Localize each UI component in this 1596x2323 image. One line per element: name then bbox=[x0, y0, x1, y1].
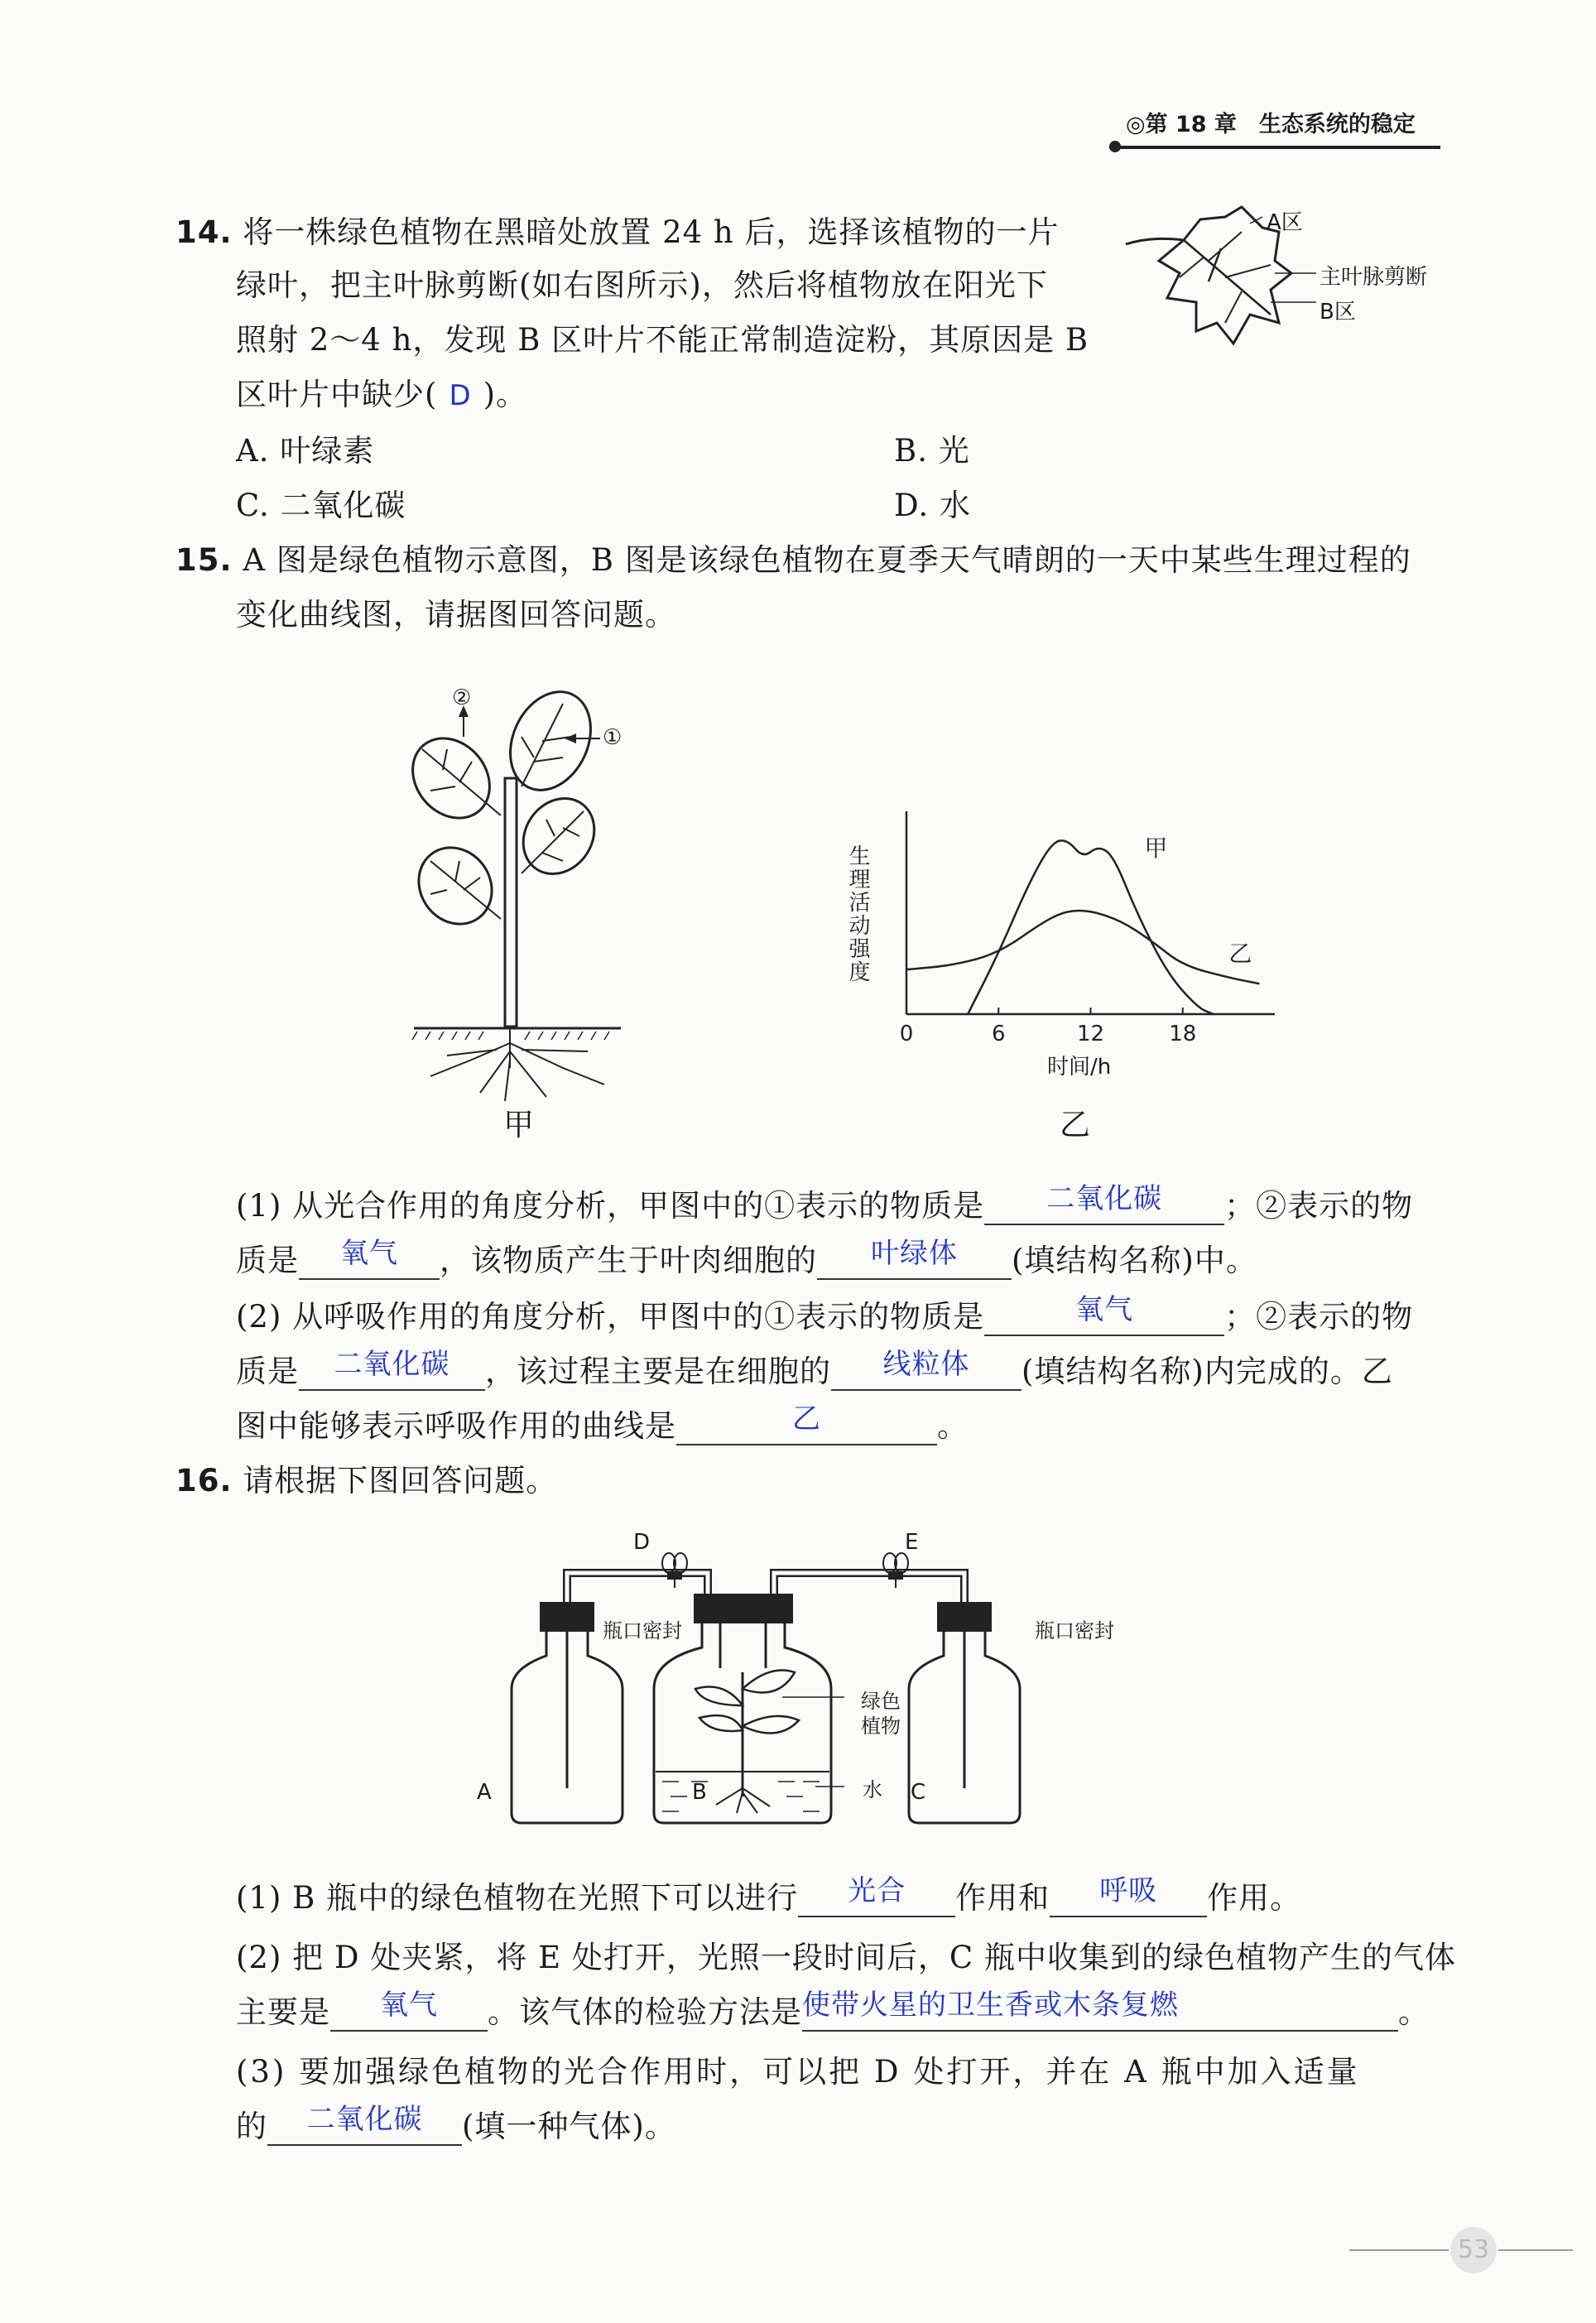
header-rule bbox=[1109, 146, 1440, 149]
chart-tick-label: 0 bbox=[899, 1022, 914, 1046]
chart-tick-label: 18 bbox=[1169, 1022, 1197, 1046]
q16-part3-line2: 的 二氧化碳 (填一种气体)。 bbox=[236, 2103, 676, 2144]
q16-answer-5: 二氧化碳 bbox=[306, 2103, 423, 2136]
chart-series bbox=[906, 834, 1259, 1014]
leaf-label-b: B区 bbox=[1320, 300, 1356, 325]
q16-number: 16. bbox=[175, 1463, 233, 1498]
plant-figure-label: 甲 bbox=[503, 1107, 535, 1142]
chart-series-2-line bbox=[906, 911, 1259, 984]
activity-chart bbox=[828, 778, 1324, 1076]
chart-figure-label: 乙 bbox=[1060, 1107, 1091, 1142]
chart-x-label: 时间/h bbox=[1047, 1055, 1112, 1080]
bottle-c-label: C bbox=[911, 1780, 926, 1805]
chart-tick-label: 6 bbox=[991, 1022, 1006, 1046]
chart-tick-label: 12 bbox=[1076, 1022, 1105, 1046]
q15-line1: 15. A 图是绿色植物示意图，B 图是该绿色植物在夏季天气晴朗的一天中某些生理过程的 bbox=[175, 542, 1411, 578]
q15-answer-6: 线粒体 bbox=[882, 1348, 970, 1381]
chart-y-label: 生理活动强度 bbox=[845, 844, 870, 984]
bottle-a-label: A bbox=[477, 1780, 492, 1805]
chart-series-1-label: 甲 bbox=[1144, 834, 1168, 862]
q15-answer-2: 氧气 bbox=[340, 1237, 398, 1270]
plant-marker-2: ② bbox=[452, 685, 472, 710]
q16-part1: (1) B 瓶中的绿色植物在光照下可以进行 光合 作用和 呼吸 作用。 bbox=[236, 1874, 1302, 1916]
q16-answer-3: 氧气 bbox=[380, 1989, 438, 2022]
q15-part2-line3: 图中能够表示呼吸作用的曲线是 乙 。 bbox=[236, 1402, 969, 1444]
q16-answer-1: 光合 bbox=[848, 1874, 906, 1907]
q14-line1: 14. 将一株绿色植物在黑暗处放置 24 h 后，选择该植物的一片 bbox=[175, 214, 1060, 250]
bottle-a-seal-label: 瓶口密封 bbox=[603, 1619, 682, 1642]
plant-marker-1: ① bbox=[603, 725, 623, 750]
q15-number: 15. bbox=[175, 542, 233, 578]
q15-answer-4: 氧气 bbox=[1075, 1293, 1134, 1326]
plant-label-2: 植物 bbox=[861, 1715, 901, 1738]
page-rule-left bbox=[1349, 2249, 1449, 2251]
page-rule-right bbox=[1498, 2249, 1573, 2251]
chart-series-1-line bbox=[968, 840, 1214, 1014]
bottle-b-label: B bbox=[692, 1780, 707, 1805]
q14-line2: 绿叶，把主叶脉剪断(如右图所示)，然后将植物放在阳光下 bbox=[236, 267, 1048, 303]
page-number: 53 bbox=[1450, 2227, 1497, 2273]
q16-part2-line2: 主要是 氧气 。该气体的检验方法是使带火星的卫生香或木条复燃 。 bbox=[236, 1989, 1430, 2030]
q14-answer: D bbox=[449, 379, 472, 412]
q15-answer-5: 二氧化碳 bbox=[334, 1348, 450, 1381]
q16-part3-line1: (3) 要加强绿色植物的光合作用时，可以把 D 处打开，并在 A 瓶中加入适量 bbox=[236, 2054, 1360, 2090]
chapter-header: ◎第 18 章 生态系统的稳定 bbox=[1126, 112, 1416, 137]
q16-part2-line1: (2) 把 D 处夹紧，将 E 处打开，光照一段时间后，C 瓶中收集到的绿色植物产生的气体 bbox=[236, 1940, 1456, 1975]
q15-line2: 变化曲线图，请据图回答问题。 bbox=[236, 597, 676, 632]
q14-option-c: C. 二氧化碳 bbox=[236, 488, 406, 523]
q14-line3: 照射 2～4 h，发现 B 区叶片不能正常制造淀粉，其原因是 B bbox=[236, 322, 1089, 358]
q14-number: 14. bbox=[175, 214, 233, 250]
q14-option-d: D. 水 bbox=[894, 488, 971, 523]
clamp-d-label: D bbox=[633, 1530, 651, 1555]
plant-label-1: 绿色 bbox=[861, 1690, 901, 1713]
q15-answer-1: 二氧化碳 bbox=[1046, 1182, 1163, 1215]
q16-line1: 16. 请根据下图回答问题。 bbox=[175, 1463, 558, 1498]
q15-part1-line1: (1) 从光合作用的角度分析，甲图中的①表示的物质是 二氧化碳 ；②表示的物 bbox=[236, 1182, 1414, 1224]
water-label: 水 bbox=[863, 1778, 882, 1801]
bottles-figure bbox=[497, 1523, 1093, 1838]
clamp-e-label: E bbox=[905, 1530, 919, 1555]
q15-answer-7: 乙 bbox=[792, 1402, 821, 1436]
q14-option-a: A. 叶绿素 bbox=[236, 433, 375, 469]
leaf-label-a: A区 bbox=[1267, 210, 1303, 235]
q14-line4: 区叶片中缺少( D )。 bbox=[236, 377, 528, 412]
chart-series-2-label: 乙 bbox=[1228, 940, 1252, 968]
q16-answer-4: 使带火星的卫生香或木条复燃 bbox=[802, 1989, 1179, 2022]
q15-part2-line2: 质是 二氧化碳 ，该过程主要是在细胞的 线粒体 (填结构名称)内完成的。乙 bbox=[236, 1348, 1393, 1389]
q15-part1-line2: 质是 氧气 ，该物质产生于叶肉细胞的 叶绿体 (填结构名称)中。 bbox=[236, 1237, 1257, 1278]
q16-answer-2: 呼吸 bbox=[1099, 1874, 1158, 1907]
leaf-label-vein: 主叶脉剪断 bbox=[1320, 265, 1428, 290]
bottle-c-seal-label: 瓶口密封 bbox=[1035, 1619, 1114, 1642]
q14-option-b: B. 光 bbox=[894, 433, 970, 469]
q15-part2-line1: (2) 从呼吸作用的角度分析，甲图中的①表示的物质是 氧气 ；②表示的物 bbox=[236, 1293, 1414, 1335]
q15-answer-3: 叶绿体 bbox=[871, 1237, 958, 1270]
